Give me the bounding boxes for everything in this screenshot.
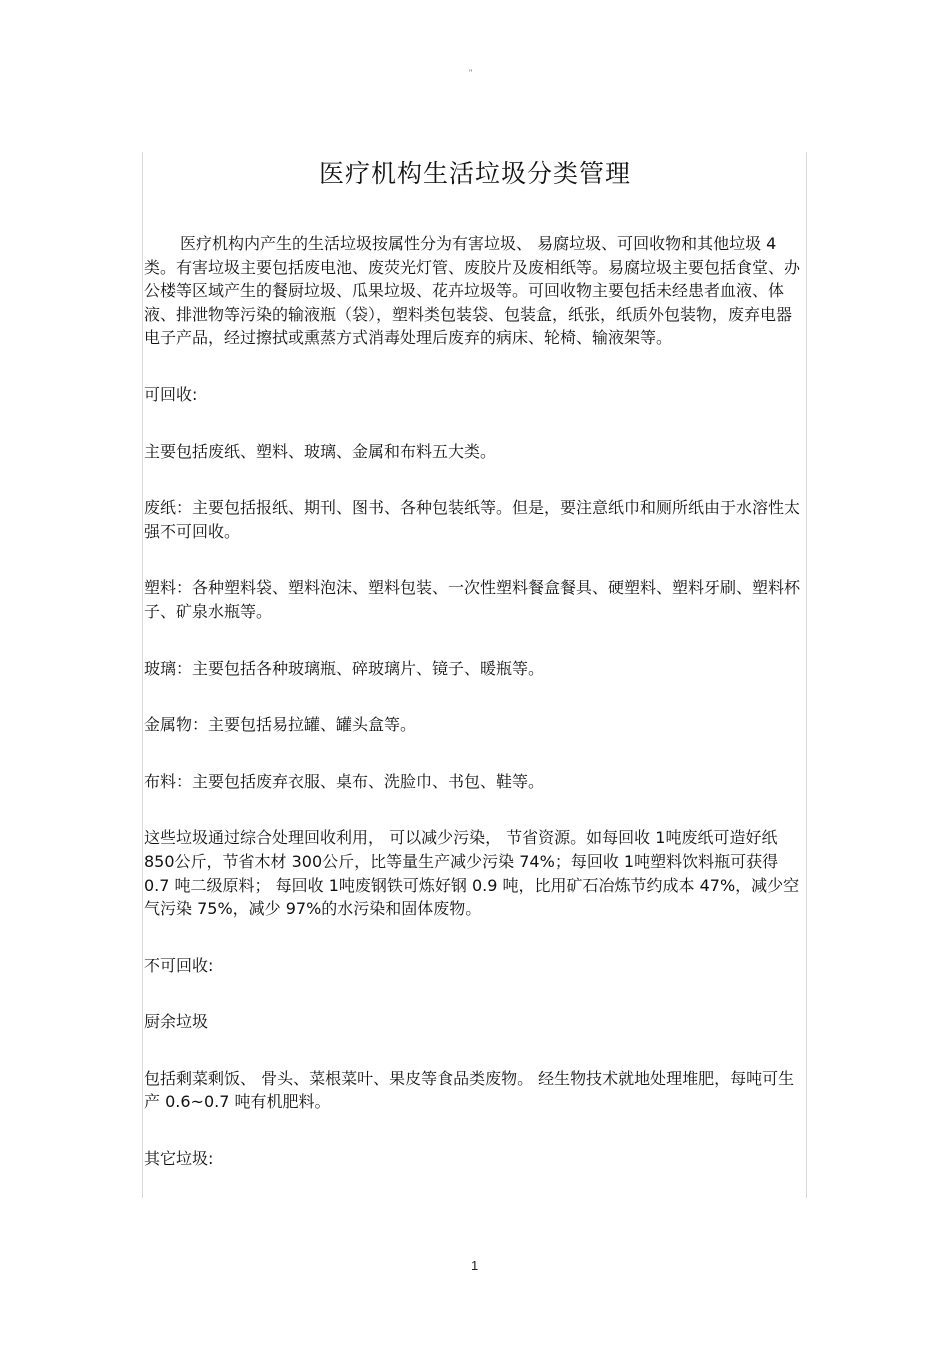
page-border-left xyxy=(142,152,143,1198)
metal-paragraph: 金属物：主要包括易拉罐、罐头盒等。 xyxy=(144,715,417,735)
document-title: 医疗机构生活垃圾分类管理 xyxy=(318,159,631,188)
header-mark: " xyxy=(469,68,473,78)
plastic-paragraph: 塑料：各种塑料袋、塑料泡沫、塑料包装、一次性塑料餐盒餐具、硬塑料、塑料牙刷、塑料杯子、矿泉水瓶等。 xyxy=(144,578,801,621)
recyclable-summary: 主要包括废纸、塑料、玻璃、金属和布料五大类。 xyxy=(144,441,497,461)
page-border-right xyxy=(806,152,807,1198)
recyclable-heading: 可回收: xyxy=(144,384,198,404)
glass-paragraph: 玻璃：主要包括各种玻璃瓶、碎玻璃片、镜子、暖瓶等。 xyxy=(144,658,545,678)
intro-paragraph: 医疗机构内产生的生活垃圾按属性分为有害垃圾、 易腐垃圾、可回收物和其他垃圾 4类。有害垃圾主要包括废电池、废荧光灯管、废胶片及废相纸等。易腐垃圾主要包括食堂、办公楼等区域产生的餐厨垃圾、瓜果垃圾、花卉垃圾等。可回收物主要包括未经患者血液、体液、排泄物等污染的输液瓶（袋），塑料类包装袋、包装盒，纸张，纸质外包装物，废弃电器电子产品，经过擦拭或熏蒸方式消毒处理后废弃的病床、轮椅、输液架等。 xyxy=(144,234,801,348)
page-number: 1 xyxy=(471,1258,479,1273)
paper-paragraph: 废纸：主要包括报纸、期刊、图书、各种包装纸等。但是，要注意纸巾和厕所纸由于水溶性太强不可回收。 xyxy=(144,498,801,541)
kitchen-waste-paragraph: 包括剩菜剩饭、 骨头、菜根菜叶、果皮等食品类废物。 经生物技术就地处理堆肥，每吨可生产 0.6~0.7 吨有机肥料。 xyxy=(144,1068,795,1112)
non-recyclable-heading: 不可回收: xyxy=(144,955,214,975)
benefits-paragraph: 这些垃圾通过综合处理回收利用， 可以减少污染， 节省资源。如每回收 1吨废纸可造好纸 850公斤，节省木材 300公斤，比等量生产减少污染 74%；每回收 1吨塑料饮料瓶可获得 0.7 吨二级原料； 每回收 1吨废钢铁可炼好钢 0.9 吨，比用矿石冶炼节约成本 47%，减少空气污染 75%，减少 97%的水污染和固体废物。 xyxy=(144,828,800,919)
document-body xyxy=(144,152,806,1171)
cloth-paragraph: 布料：主要包括废弃衣服、桌布、洗脸巾、书包、鞋等。 xyxy=(144,771,545,791)
other-waste-heading: 其它垃圾: xyxy=(144,1149,214,1169)
kitchen-waste-heading: 厨余垃圾 xyxy=(144,1012,209,1032)
